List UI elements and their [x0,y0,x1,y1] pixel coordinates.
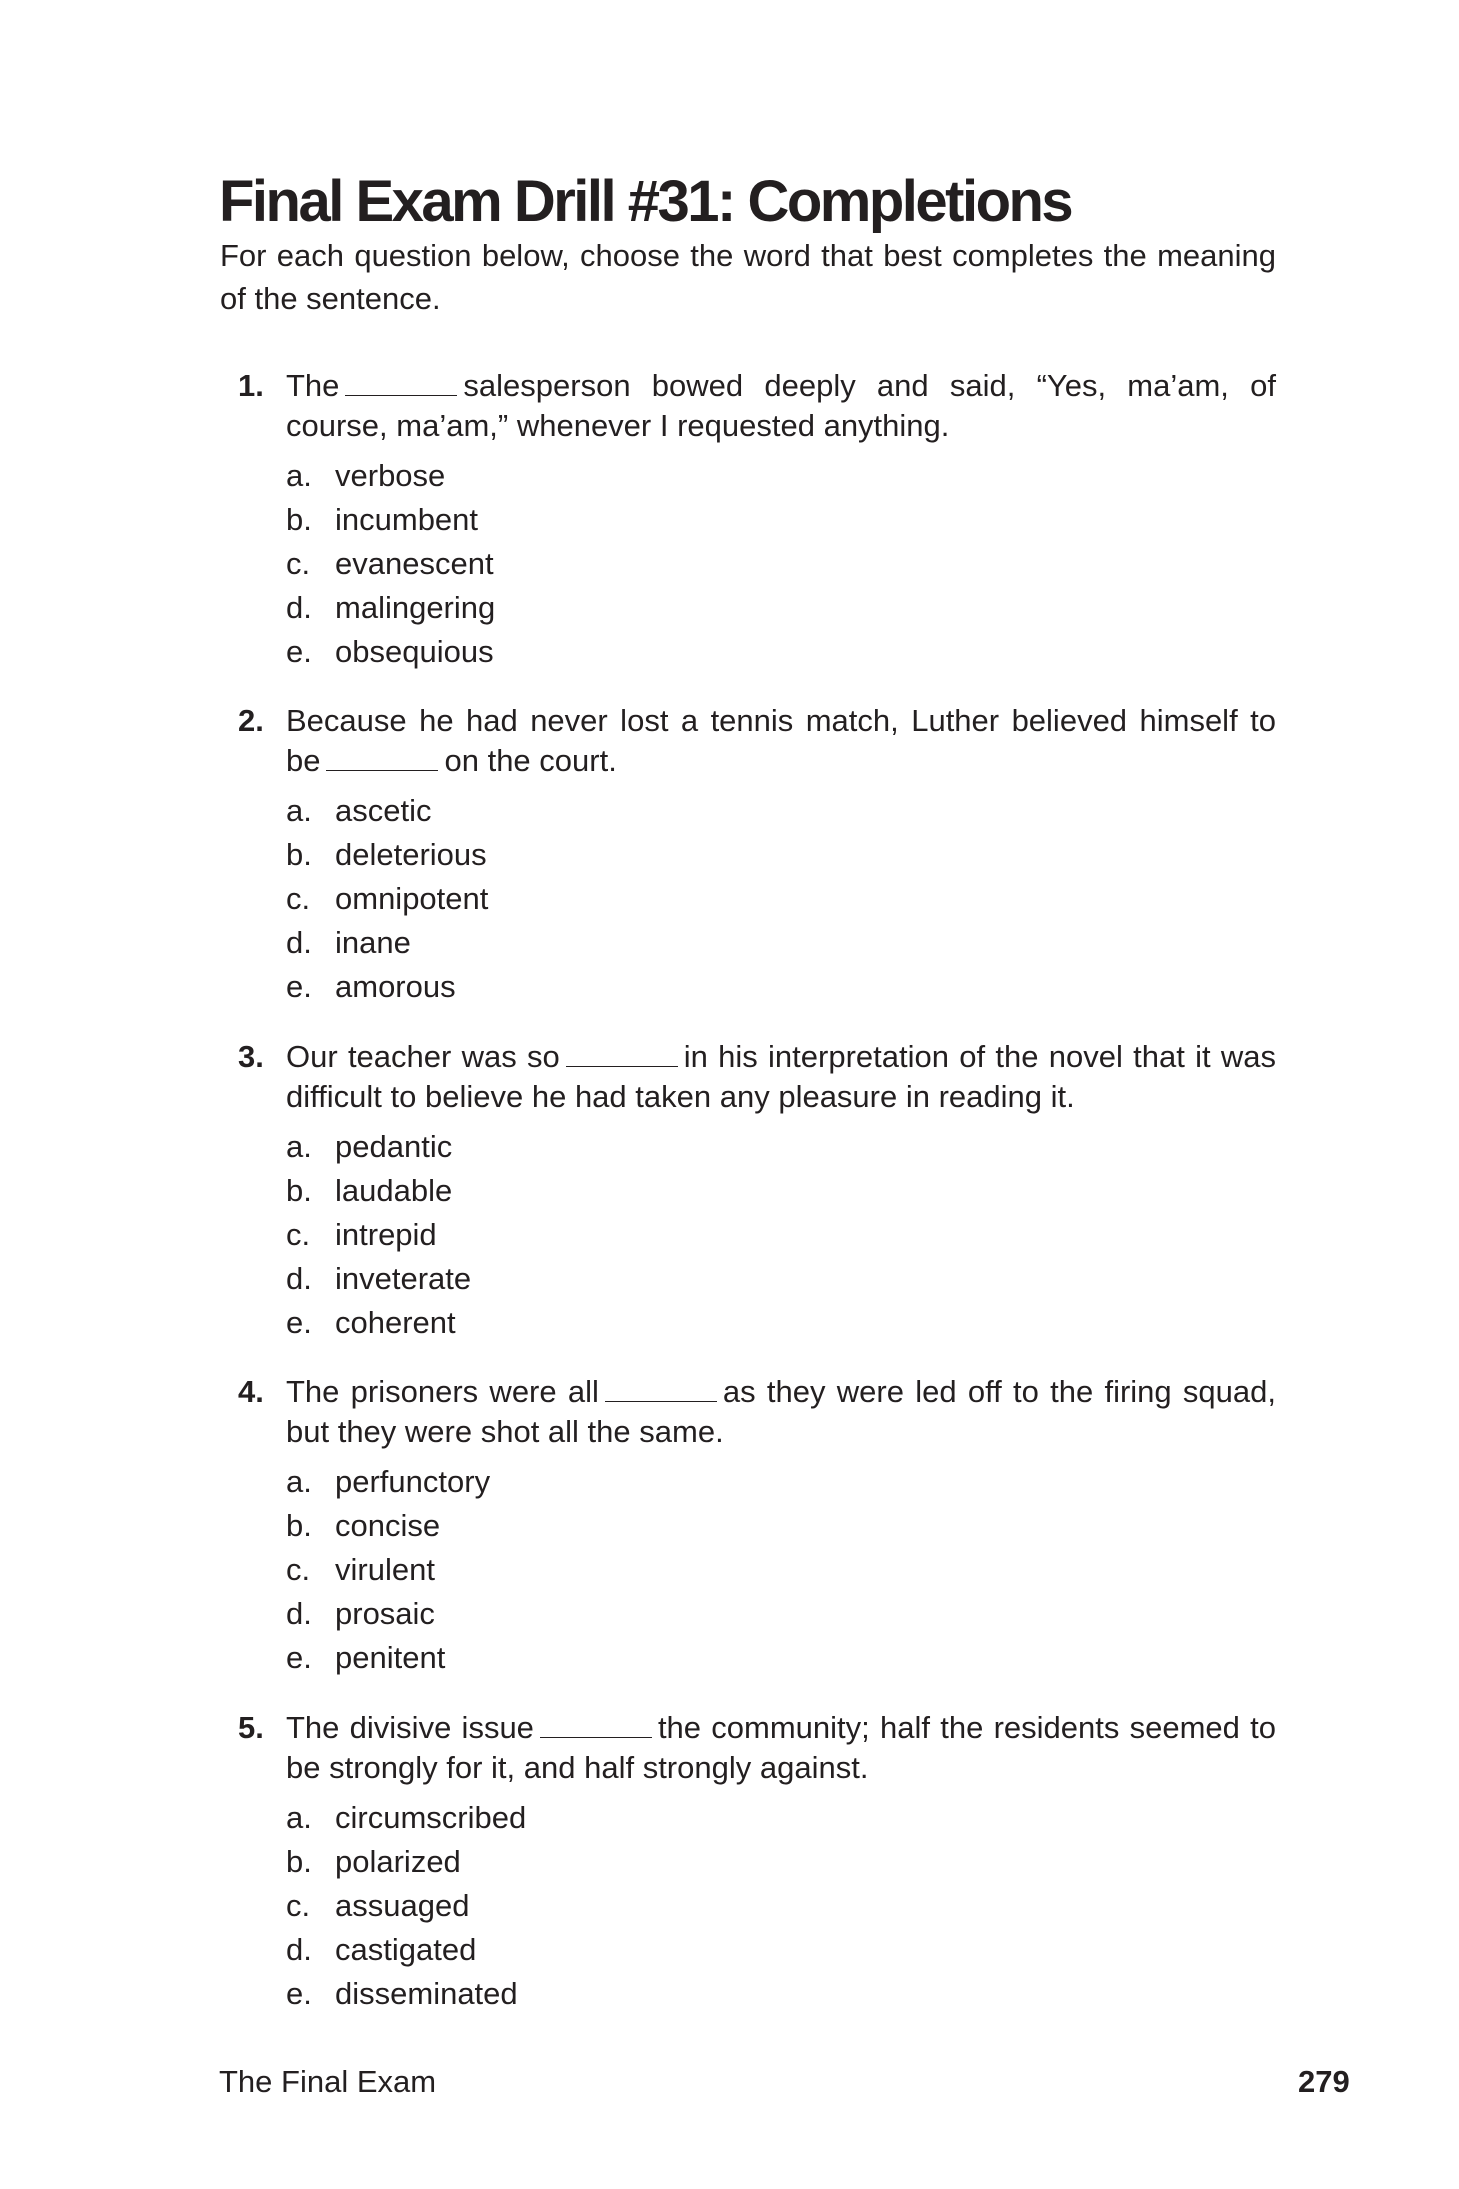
option-letter: d. [286,1596,312,1631]
option-text: omnipotent [335,881,489,916]
answer-option[interactable] [286,586,1276,630]
answer-options [286,454,1276,674]
footer-section: The Final Exam [219,2064,437,2099]
option-text: concise [335,1508,441,1543]
option-text: verbose [335,458,446,493]
option-text: evanescent [335,546,494,581]
option-letter: d. [286,925,312,960]
option-text: virulent [335,1552,435,1587]
option-letter: b. [286,837,312,872]
answer-option[interactable] [286,630,1276,674]
option-letter: d. [286,590,312,625]
question-text-after: as they were led off to the firing squad, but they were shot all the same. [286,1374,1276,1449]
question-text-before: Because he had never lost a tennis match, Luther believed himself to be [286,703,1276,778]
question [230,366,1276,674]
option-text: circumscribed [335,1800,527,1835]
answer-option[interactable] [286,1884,1276,1928]
question [230,1372,1276,1680]
answer-option[interactable] [286,1257,1276,1301]
question [230,1037,1276,1345]
answer-option[interactable] [286,1169,1276,1213]
option-letter: a. [286,1800,312,1835]
answer-options [286,1460,1276,1680]
question-text [286,1708,1276,1788]
answer-blank [605,1379,717,1402]
answer-options [286,1796,1276,2016]
answer-option[interactable] [286,1796,1276,1840]
option-text: inveterate [335,1261,472,1296]
option-text: prosaic [335,1596,435,1631]
answer-option[interactable] [286,1548,1276,1592]
answer-option[interactable] [286,1213,1276,1257]
answer-blank [345,373,457,396]
option-text: laudable [335,1173,453,1208]
option-letter: e. [286,1976,312,2011]
option-text: perfunctory [335,1464,491,1499]
answer-blank [566,1044,678,1067]
instructions: For each question below, choose the word that best completes the meaning of the sentence. [220,238,1276,316]
question-text-after: the community; half the residents seemed to be strongly for it, and half strongly against. [286,1710,1276,1785]
question [230,701,1276,1009]
option-letter: a. [286,1464,312,1499]
option-letter: d. [286,1932,312,1967]
answer-option[interactable] [286,1125,1276,1169]
answer-option[interactable] [286,789,1276,833]
answer-option[interactable] [286,833,1276,877]
question-text-before: The divisive issue [286,1710,534,1745]
option-text: amorous [335,969,456,1004]
question-text-before: The [286,368,340,403]
option-text: intrepid [335,1217,437,1252]
option-letter: e. [286,1305,312,1340]
option-letter: e. [286,1640,312,1675]
question-text-after: salesperson bowed deeply and said, “Yes, ma’am, of course, ma’am,” whenever I requested anything. [286,368,1276,443]
option-text: incumbent [335,502,479,537]
answer-option[interactable] [286,1592,1276,1636]
answer-option[interactable] [286,498,1276,542]
option-text: coherent [335,1305,456,1340]
question-text-before: Our teacher was so [286,1039,560,1074]
option-text: polarized [335,1844,461,1879]
option-letter: c. [286,1888,311,1923]
question-text-after: on the court. [444,743,617,778]
question [230,1708,1276,2016]
option-letter: e. [286,634,312,669]
option-letter: c. [286,881,311,916]
option-letter: d. [286,1261,312,1296]
question-text [286,1372,1276,1452]
answer-blank [326,748,438,771]
answer-blank [540,1715,652,1738]
question-number: 4. [238,1374,264,1409]
option-letter: a. [286,1129,312,1164]
answer-option[interactable] [286,877,1276,921]
option-letter: c. [286,546,311,581]
answer-option[interactable] [286,1301,1276,1345]
question-text [286,701,1276,781]
answer-option[interactable] [286,1840,1276,1884]
answer-option[interactable] [286,921,1276,965]
answer-option[interactable] [286,1460,1276,1504]
question-number: 5. [238,1710,264,1745]
answer-option[interactable] [286,542,1276,586]
option-letter: b. [286,1508,312,1543]
option-letter: a. [286,458,312,493]
question-text-before: The prisoners were all [286,1374,599,1409]
option-text: castigated [335,1932,477,1967]
question-text [286,366,1276,446]
question-text-after: in his interpretation of the novel that it was difficult to believe he had taken any pleasure in reading it. [286,1039,1276,1114]
option-text: inane [335,925,411,960]
option-letter: c. [286,1552,311,1587]
option-letter: e. [286,969,312,1004]
option-letter: b. [286,1173,312,1208]
option-text: penitent [335,1640,446,1675]
answer-option[interactable] [286,454,1276,498]
option-text: malingering [335,590,496,625]
answer-option[interactable] [286,1972,1276,2016]
question-text [286,1037,1276,1117]
option-text: ascetic [335,793,432,828]
option-letter: b. [286,1844,312,1879]
question-number: 2. [238,703,264,738]
answer-options [286,1125,1276,1345]
page-number: 279 [1298,2064,1350,2099]
option-text: pedantic [335,1129,453,1164]
option-text: deleterious [335,837,487,872]
option-letter: a. [286,793,312,828]
answer-option[interactable] [286,1504,1276,1548]
option-text: assuaged [335,1888,470,1923]
answer-option[interactable] [286,965,1276,1009]
option-letter: c. [286,1217,311,1252]
option-text: disseminated [335,1976,518,2011]
answer-option[interactable] [286,1636,1276,1680]
answer-option[interactable] [286,1928,1276,1972]
option-letter: b. [286,502,312,537]
question-number: 1. [238,368,264,403]
question-number: 3. [238,1039,264,1074]
answer-options [286,789,1276,1009]
page-title: Final Exam Drill #31: Completions [219,169,1072,234]
option-text: obsequious [335,634,494,669]
